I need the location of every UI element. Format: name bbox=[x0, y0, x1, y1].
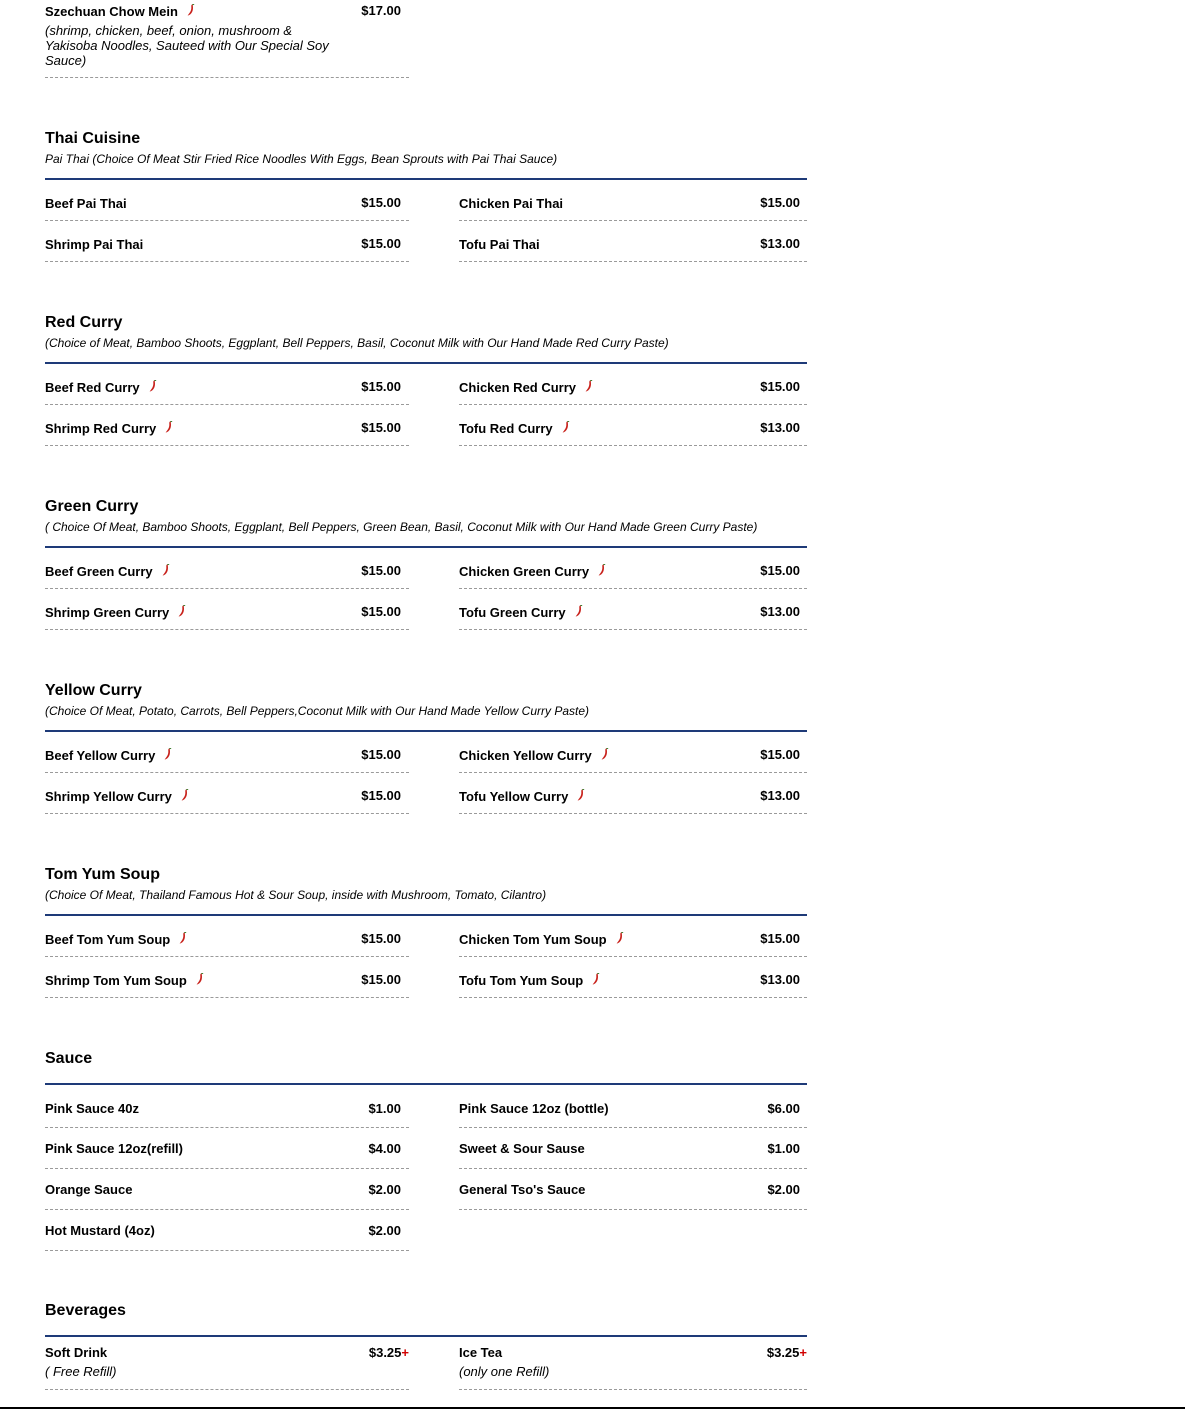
item-price: $15.00 bbox=[361, 563, 401, 578]
chili-pepper-icon bbox=[178, 605, 186, 618]
dashed-divider bbox=[459, 261, 807, 262]
menu-item bbox=[45, 1128, 409, 1169]
item-price: $15.00 bbox=[361, 604, 401, 619]
chili-pepper-icon bbox=[598, 564, 606, 577]
menu-item bbox=[459, 589, 807, 630]
dashed-divider bbox=[45, 1389, 409, 1390]
chili-pepper-icon bbox=[562, 421, 570, 434]
item-name: Shrimp Yellow Curry bbox=[45, 789, 189, 804]
section-description: (Choice Of Meat, Potato, Carrots, Bell Peppers,Coconut Milk with Our Hand Made Yellow Curry Paste) bbox=[45, 704, 590, 718]
item-name: Beef Yellow Curry bbox=[45, 748, 172, 763]
item-name: Chicken Yellow Curry bbox=[459, 748, 609, 763]
item-price: $15.00 bbox=[760, 747, 800, 762]
dashed-divider bbox=[459, 445, 807, 446]
item-name: Chicken Red Curry bbox=[459, 380, 593, 395]
item-price: $13.00 bbox=[760, 420, 800, 435]
item-name: Pink Sauce 12oz (bottle) bbox=[459, 1101, 609, 1116]
item-name: Orange Sauce bbox=[45, 1182, 133, 1197]
item-name: Ice Tea bbox=[459, 1345, 503, 1360]
item-price: $1.00 bbox=[767, 1141, 800, 1156]
item-name: Shrimp Pai Thai bbox=[45, 237, 144, 252]
menu-item bbox=[459, 773, 807, 814]
item-name: Hot Mustard (4oz) bbox=[45, 1223, 155, 1238]
section-title: Tom Yum Soup bbox=[45, 866, 160, 883]
item-name: Beef Green Curry bbox=[45, 564, 170, 579]
item-name: Tofu Red Curry bbox=[459, 421, 570, 436]
item-price: $15.00 bbox=[361, 379, 401, 394]
section-description: ( Choice Of Meat, Bamboo Shoots, Eggplant, Bell Peppers, Green Bean, Basil, Coconut Milk with Our Hand Made Green Curry Paste) bbox=[45, 520, 758, 534]
menu-item bbox=[45, 1169, 409, 1210]
menu-item bbox=[459, 732, 807, 773]
menu-item bbox=[459, 1337, 807, 1390]
item-price: $3.25+ bbox=[368, 1345, 409, 1360]
item-price: $2.00 bbox=[368, 1223, 401, 1238]
dashed-divider bbox=[45, 997, 409, 998]
menu-item bbox=[45, 916, 409, 957]
section-title: Beverages bbox=[45, 1302, 126, 1319]
item-price: $15.00 bbox=[361, 747, 401, 762]
chili-pepper-icon bbox=[164, 748, 172, 761]
item-name: Shrimp Red Curry bbox=[45, 421, 173, 436]
item-price: $15.00 bbox=[361, 788, 401, 803]
item-name: Sweet & Sour Sause bbox=[459, 1141, 585, 1156]
item-price: $15.00 bbox=[760, 563, 800, 578]
section-description: (Choice Of Meat, Thailand Famous Hot & Sour Soup, inside with Mushroom, Tomato, Cilantro) bbox=[45, 888, 547, 902]
item-name: Chicken Tom Yum Soup bbox=[459, 932, 624, 947]
chili-pepper-icon bbox=[181, 789, 189, 802]
section-title: Sauce bbox=[45, 1050, 93, 1067]
item-price: $15.00 bbox=[361, 420, 401, 435]
dashed-divider bbox=[45, 445, 409, 446]
menu-item bbox=[45, 548, 409, 589]
item-price: $15.00 bbox=[361, 236, 401, 251]
item-note: ( Free Refill) bbox=[45, 1364, 117, 1379]
menu-item bbox=[45, 364, 409, 405]
item-name: Soft Drink bbox=[45, 1345, 108, 1360]
menu-item bbox=[45, 773, 409, 814]
menu-item bbox=[459, 548, 807, 589]
item-name: Beef Tom Yum Soup bbox=[45, 932, 187, 947]
item-price: $15.00 bbox=[760, 195, 800, 210]
item-price: $15.00 bbox=[361, 931, 401, 946]
plus-sign: + bbox=[799, 1345, 807, 1360]
item-name: Tofu Pai Thai bbox=[459, 237, 540, 252]
item-price: $1.00 bbox=[368, 1101, 401, 1116]
menu-item bbox=[459, 405, 807, 446]
item-name: Tofu Tom Yum Soup bbox=[459, 973, 600, 988]
item-price: $13.00 bbox=[760, 236, 800, 251]
dashed-divider bbox=[459, 813, 807, 814]
section-title: Thai Cuisine bbox=[45, 130, 141, 147]
menu-item bbox=[45, 405, 409, 446]
chili-pepper-icon bbox=[601, 748, 609, 761]
chili-pepper-icon bbox=[577, 789, 585, 802]
item-price: $17.00 bbox=[361, 3, 401, 18]
dashed-divider bbox=[45, 629, 409, 630]
chili-pepper-icon bbox=[575, 605, 583, 618]
item-note: (only one Refill) bbox=[459, 1364, 550, 1379]
chili-pepper-icon bbox=[149, 380, 157, 393]
item-description: (shrimp, chicken, beef, onion, mushroom & Yakisoba Noodles, Sauteed with Our Special Soy Sauce) bbox=[45, 23, 329, 68]
dashed-divider bbox=[45, 77, 409, 78]
menu-item bbox=[459, 957, 807, 998]
menu-item bbox=[45, 180, 409, 221]
item-price: $15.00 bbox=[361, 972, 401, 987]
item-price: $2.00 bbox=[368, 1182, 401, 1197]
item-name: Shrimp Tom Yum Soup bbox=[45, 973, 204, 988]
section-rule bbox=[45, 1083, 807, 1085]
section-description: (Choice of Meat, Bamboo Shoots, Eggplant, Bell Peppers, Basil, Coconut Milk with Our Hand Made Red Curry Paste) bbox=[45, 336, 669, 350]
item-price: $6.00 bbox=[767, 1101, 800, 1116]
item-price: $13.00 bbox=[760, 972, 800, 987]
menu-item bbox=[45, 1087, 409, 1128]
menu-item bbox=[45, 957, 409, 998]
item-price: $15.00 bbox=[361, 195, 401, 210]
dashed-divider bbox=[459, 1389, 807, 1390]
item-name: Szechuan Chow Mein bbox=[45, 4, 195, 19]
menu-item bbox=[45, 589, 409, 630]
menu-item bbox=[459, 1128, 807, 1169]
dashed-divider bbox=[459, 629, 807, 630]
chili-pepper-icon bbox=[165, 421, 173, 434]
item-name: Tofu Green Curry bbox=[459, 605, 583, 620]
dashed-divider bbox=[459, 1209, 807, 1210]
menu-item bbox=[459, 221, 807, 262]
item-name: Pink Sauce 40z bbox=[45, 1101, 139, 1116]
chili-pepper-icon bbox=[196, 973, 204, 986]
chili-pepper-icon bbox=[585, 380, 593, 393]
item-price: $4.00 bbox=[368, 1141, 401, 1156]
item-price: $13.00 bbox=[760, 604, 800, 619]
item-price: $3.25+ bbox=[766, 1345, 807, 1360]
chili-pepper-icon bbox=[179, 932, 187, 945]
menu-item bbox=[45, 1210, 409, 1251]
dashed-divider bbox=[45, 261, 409, 262]
item-name: Pink Sauce 12oz(refill) bbox=[45, 1141, 183, 1156]
chili-pepper-icon bbox=[616, 932, 624, 945]
item-price: $15.00 bbox=[760, 931, 800, 946]
item-price: $15.00 bbox=[760, 379, 800, 394]
section-title: Green Curry bbox=[45, 498, 139, 515]
menu-item bbox=[45, 221, 409, 262]
menu-item-szechuan-chow-mein bbox=[45, 0, 409, 78]
item-name: General Tso's Sauce bbox=[459, 1182, 586, 1197]
menu-item bbox=[459, 1169, 807, 1210]
menu-item bbox=[45, 732, 409, 773]
dashed-divider bbox=[45, 1250, 409, 1251]
dashed-divider bbox=[45, 813, 409, 814]
item-price: $2.00 bbox=[767, 1182, 800, 1197]
chili-pepper-icon bbox=[162, 564, 170, 577]
item-name: Beef Red Curry bbox=[45, 380, 157, 395]
item-name: Beef Pai Thai bbox=[45, 196, 127, 211]
item-name: Chicken Green Curry bbox=[459, 564, 606, 579]
menu-item bbox=[459, 364, 807, 405]
item-price: $13.00 bbox=[760, 788, 800, 803]
plus-sign: + bbox=[401, 1345, 409, 1360]
item-name: Tofu Yellow Curry bbox=[459, 789, 585, 804]
menu-item bbox=[45, 1337, 409, 1390]
chili-pepper-icon bbox=[187, 4, 195, 17]
menu-item bbox=[459, 1087, 807, 1128]
menu-item bbox=[459, 916, 807, 957]
section-title: Yellow Curry bbox=[45, 682, 142, 699]
dashed-divider bbox=[459, 997, 807, 998]
item-name: Chicken Pai Thai bbox=[459, 196, 564, 211]
chili-pepper-icon bbox=[592, 973, 600, 986]
section-title: Red Curry bbox=[45, 314, 123, 331]
section-description: Pai Thai (Choice Of Meat Stir Fried Rice Noodles With Eggs, Bean Sprouts with Pai Thai Sauce) bbox=[45, 152, 558, 166]
menu-item bbox=[459, 180, 807, 221]
item-name: Shrimp Green Curry bbox=[45, 605, 186, 620]
